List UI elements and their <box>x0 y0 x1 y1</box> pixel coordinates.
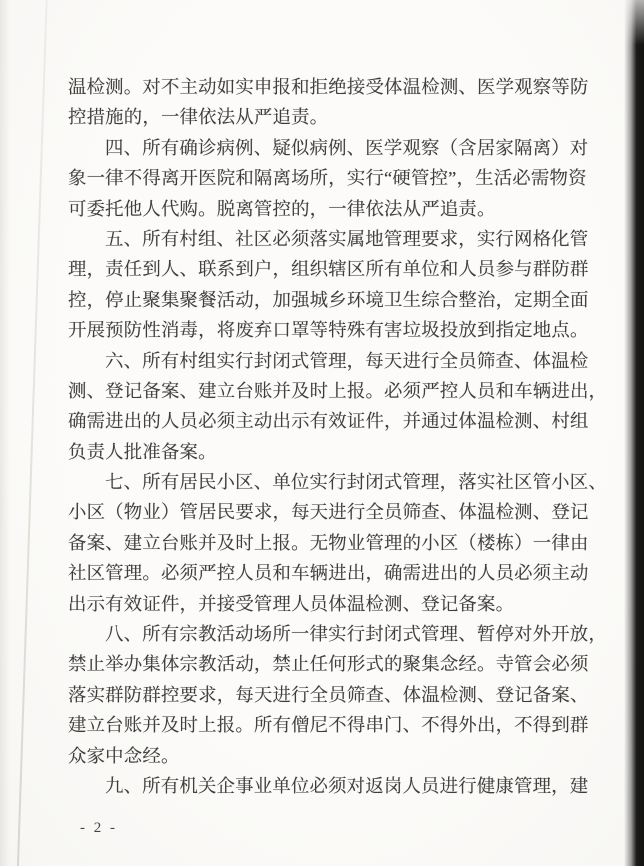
right-edge-scan-shadow <box>624 0 644 866</box>
text-line: 八、所有宗教活动场所一律实行封闭式管理、暂停对外开放， <box>105 624 607 645</box>
paragraph-item-6 <box>68 346 608 468</box>
text-line: 温检测。对不主动如实申报和拒绝接受体温检测、医学观察等防 <box>68 77 589 97</box>
scan-fold-line <box>16 0 48 866</box>
document-text <box>68 72 608 801</box>
text-line: 备案、建立台账并及时上报。无物业管理的小区（楼栋）一律由 <box>68 532 589 553</box>
text-line: 小区（物业）管居民要求，每天进行全员筛查、体温检测、登记 <box>68 502 589 523</box>
text-line: 建立台账并及时上报。所有僧尼不得串门、不得外出，不得到群 <box>68 715 589 736</box>
text-line: 九、所有机关企事业单位必须对返岗人员进行健康管理，建 <box>105 775 589 796</box>
text-line: 四、所有确诊病例、疑似病例、医学观察（含居家隔离）对 <box>105 137 589 158</box>
text-line: 负责人批准备案。 <box>68 441 217 462</box>
text-line: 禁止举办集体宗教活动，禁止任何形式的聚集念经。寺管会必须 <box>68 654 589 675</box>
text-line: 控措施的，一律依法从严追责。 <box>68 107 329 128</box>
paragraph-item-4 <box>68 133 592 224</box>
paragraph-item-5 <box>68 224 592 346</box>
text-line: 落实群防群控要求，每天进行全员筛查、体温检测、登记备案、 <box>68 684 589 705</box>
text-line: 象一律不得离开医院和隔离场所，实行“硬管控”，生活必需物资 <box>68 168 587 189</box>
text-line: 六、所有村组实行封闭式管理，每天进行全员筛查、体温检 <box>105 350 589 371</box>
text-line: 开展预防性消毒，将废弃口罩等特殊有害垃圾投放到指定地点。 <box>68 320 589 341</box>
text-line: 五、所有村组、社区必须落实属地管理要求，实行网格化管 <box>105 228 589 249</box>
text-line: 控，停止聚集聚餐活动，加强城乡环境卫生综合整治，定期全面 <box>68 289 589 310</box>
paragraph-item-8 <box>68 619 607 771</box>
paragraph-item-9-start <box>68 771 592 801</box>
text-line: 社区管理。必须严控人员和车辆进出，确需进出的人员必须主动 <box>68 563 589 584</box>
paragraph-item-3-continuation <box>68 72 592 133</box>
text-line: 众家中念经。 <box>68 745 180 766</box>
text-line: 出示有效证件，并接受管理人员体温检测、登记备案。 <box>68 593 515 614</box>
text-line: 确需进出的人员必须主动出示有效证件，并通过体温检测、村组 <box>68 411 589 432</box>
text-line: 测、登记备案、建立台账并及时上报。必须严控人员和车辆进出， <box>68 380 608 401</box>
left-edge-shadow <box>0 0 10 866</box>
paragraph-item-7 <box>68 467 607 619</box>
page-number: - 2 - <box>80 820 118 836</box>
text-line: 理，责任到人、联系到户，组织辖区所有单位和人员参与群防群 <box>68 259 589 280</box>
text-line: 七、所有居民小区、单位实行封闭式管理，落实社区管小区、 <box>105 472 607 493</box>
text-line: 可委托他人代购。脱离管控的，一律依法从严追责。 <box>68 198 496 219</box>
